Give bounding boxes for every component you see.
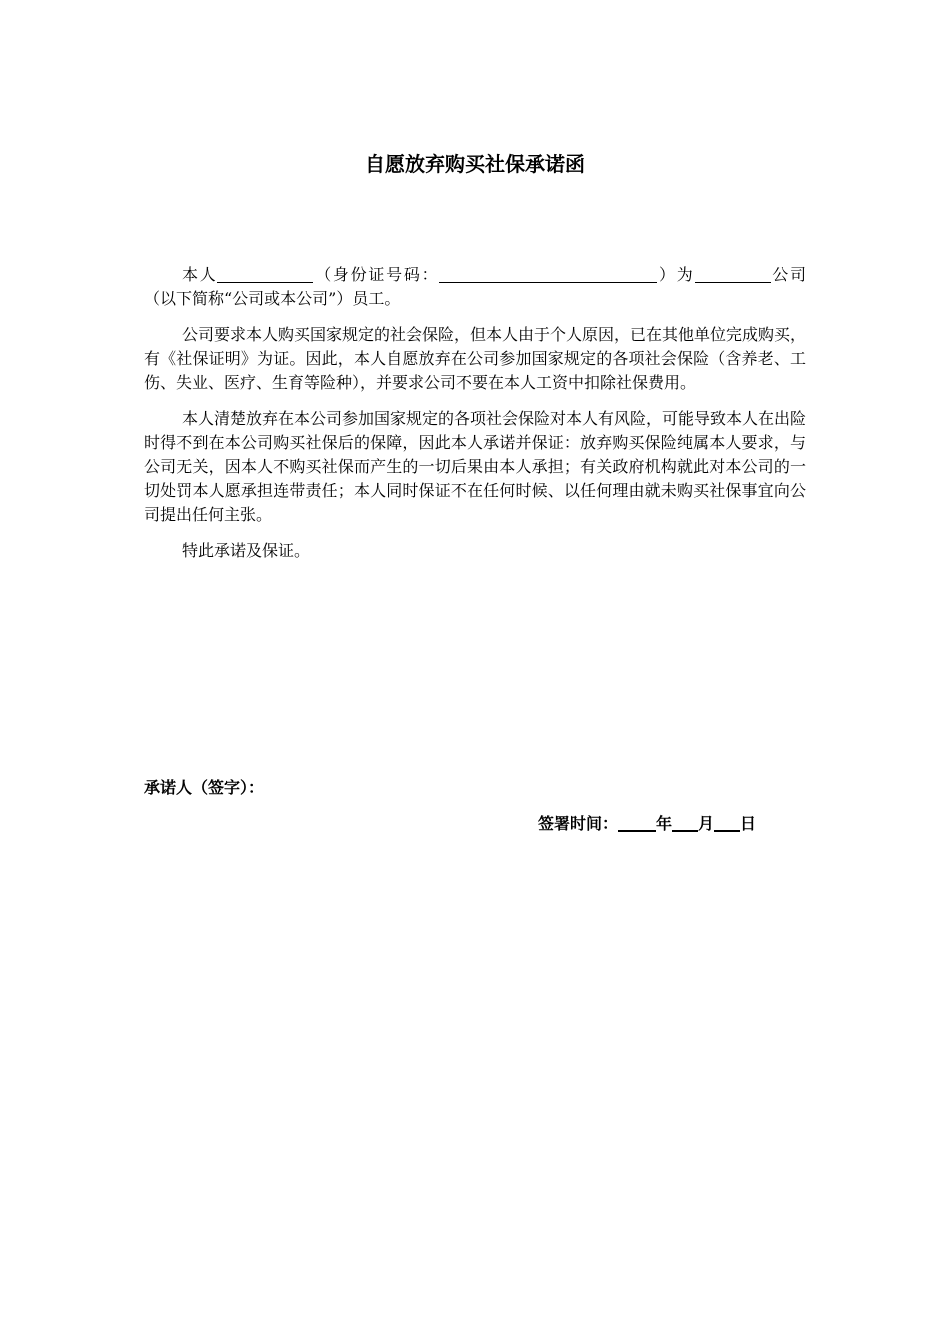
company-name-blank [695, 264, 771, 283]
document-title: 自愿放弃购买社保承诺函 [365, 152, 585, 176]
identity-text-self: 本人 [182, 265, 218, 284]
year-blank [618, 812, 656, 832]
id-number-blank [439, 264, 657, 283]
sign-date-label: 签署时间： [538, 814, 619, 833]
identity-text-company: 公司（以下简称“公司或本公司”）员工。 [144, 265, 806, 308]
month-blank [672, 812, 698, 832]
day-label: 日 [740, 814, 757, 833]
name-blank [217, 264, 313, 283]
paragraph-identity [144, 263, 806, 311]
identity-text-id: （身份证号码： [313, 265, 440, 284]
identity-text-for: ）为 [657, 265, 695, 284]
paragraph-request: 公司要求本人购买国家规定的社会保险，但本人由于个人原因，已在其他单位完成购买，有《社保证明》为证。因此，本人自愿放弃在公司参加国家规定的各项社会保险（含养老、工伤、失业、医疗、生育等险种），并要求公司不要在本人工资中扣除社保费用。 [144, 325, 807, 392]
month-label: 月 [698, 814, 715, 833]
day-blank [714, 812, 740, 832]
document-body [144, 263, 806, 575]
year-label: 年 [656, 814, 673, 833]
paragraph-risk: 本人清楚放弃在本公司参加国家规定的各项社会保险对本人有风险，可能导致本人在出险时得不到在本公司购买社保后的保障，因此本人承诺并保证：放弃购买保险纯属本人要求，与公司无关，因本人不购买社保而产生的一切后果由本人承担；有关政府机构就此对本公司的一切处罚本人愿承担连带责任；本人同时保证不在任何时候、以任何理由就未购买社保事宜向公司提出任何主张。 [144, 409, 807, 524]
signer-label: 承诺人（签字）： [144, 778, 265, 797]
paragraph-closing: 特此承诺及保证。 [182, 541, 311, 560]
sign-date [538, 812, 756, 836]
